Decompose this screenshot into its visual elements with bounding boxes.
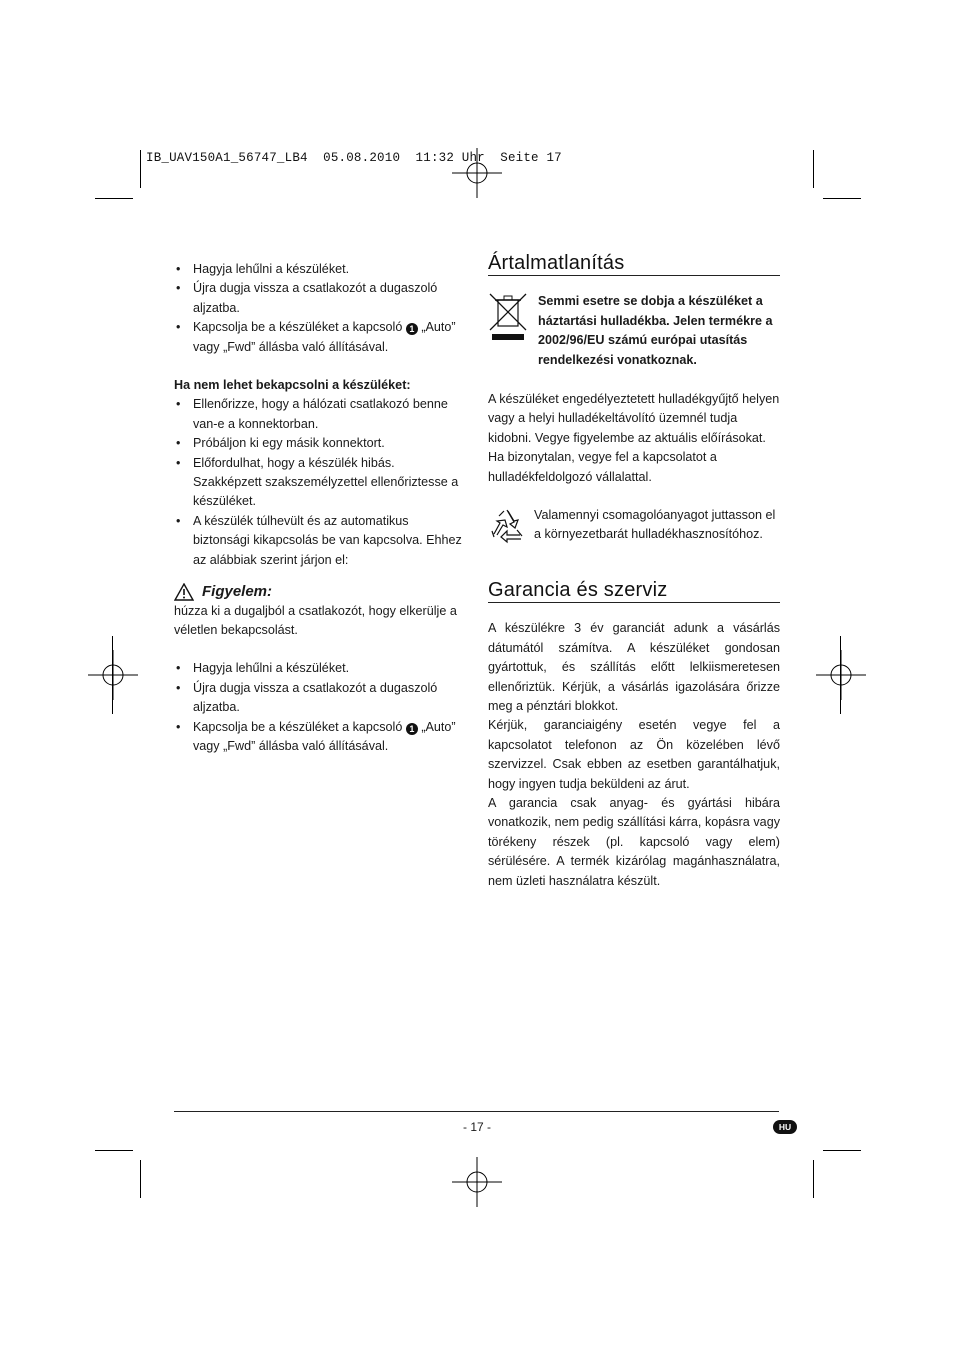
paragraph: A készülékre 3 év garanciát adunk a vásárlás dátumától számítva. A készüléket gondosan gyártottuk, és szállítás előtt lelkiismeretesen ellenőriztük. Kérjük, a vásárlás igazolására őrizze meg a pénztári blokkot. [488,621,780,714]
paragraph: Kérjük, garanciaigény esetén vegye fel a kapcsolatot telefonon az Ön közelében lévő szervizzel. Csak ebben az esetben garantálhatjuk, hogy ingyen tudja beküldeni az árut. [488,718,780,791]
warning-triangle-icon [174,583,194,601]
left-column [174,260,464,756]
registration-crosshair-icon [452,1157,502,1207]
warranty-section [488,581,780,891]
bullet-list [174,659,464,756]
warning-text: húzza ki a dugaljból a csatlakozót, hogy elkerülje a véletlen bekapcsolást. [174,603,457,637]
disposal-warning: Semmi esetre se dobja a készüléket a háztartási hulladékba. Jelen termékre a 2002/96/EU számú európai utasítás rendelkezési vonatkoznak. [538,294,773,367]
recycle-icon [488,506,526,544]
page-number: - 17 - [462,1120,491,1134]
list-item: • Újra dugja vissza a csatlakozót a dugaszoló aljzatba. [174,279,464,318]
recycle-text: Valamennyi csomagolóanyagot juttasson el a környezetbarát hulladékhasznosítóhoz. [534,508,776,542]
list-item: • Ellenőrizze, hogy a hálózati csatlakozó benne van-e a konnektorban. [174,395,464,434]
section-title: Ártalmatlanítás [488,254,780,276]
crossed-bin-icon [488,292,528,342]
bullet-list [174,260,464,357]
subheading: Ha nem lehet bekapcsolni a készüléket: [174,378,411,393]
registration-crosshair-icon [816,650,866,700]
switch-number-badge: 1 [406,323,418,335]
warning-heading [174,582,464,601]
list-item: • Előfordulhat, hogy a készülék hibás. Szakképzett szakszemélyzettel ellenőriztesse a készüléket. [174,454,464,512]
list-item: • A készülék túlhevült és az automatikus biztonsági kikapcsolás be van kapcsolva. Ehhez az alábbiak szerint járjon el: [174,512,464,570]
print-slug: IB_UAV150A1_56747_LB4 05.08.2010 11:32 Uhr Seite 17 [146,151,562,165]
section-title: Garancia és szerviz [488,581,780,603]
bullet-list [174,395,464,570]
list-item: • Próbáljon ki egy másik konnektort. [174,434,464,453]
list-item: • Hagyja lehűlni a készüléket. [174,659,464,678]
language-badge: HU [773,1120,797,1134]
list-item: • Hagyja lehűlni a készüléket. [174,260,464,279]
registration-crosshair-icon [452,148,502,198]
registration-crosshair-icon [88,650,138,700]
footer-divider [174,1111,779,1112]
paragraph: A garancia csak anyag- és gyártási hibára vonatkozik, nem pedig szállítási kárra, kopásra vagy törékeny részek (pl. kapcsoló vagy elem) sérülésére. A termék kizárólag magánhasználatra, nem üzleti használatra készült. [488,796,780,888]
list-item: • Kapcsolja be a készüléket a kapcsoló 1 „Auto” vagy „Fwd” állásba való állításával. [174,718,464,757]
warning-title: Figyelem: [202,583,273,601]
paragraph: A készüléket engedélyeztetett hulladékgyűjtő helyen vagy a helyi hulladékeltávolító üzemnél tudja kidobni. Vegye figyelembe az aktuális előírásokat. [488,392,780,445]
list-item: • Újra dugja vissza a csatlakozót a dugaszoló aljzatba. [174,679,464,718]
list-item: • Kapcsolja be a készüléket a kapcsoló 1 „Auto” vagy „Fwd” állásba való állításával. [174,318,464,357]
disposal-section [488,254,780,545]
switch-number-badge: 1 [406,723,418,735]
paragraph: Ha bizonytalan, vegye fel a kapcsolatot a hulladékfeldolgozó vállalattal. [488,450,717,484]
